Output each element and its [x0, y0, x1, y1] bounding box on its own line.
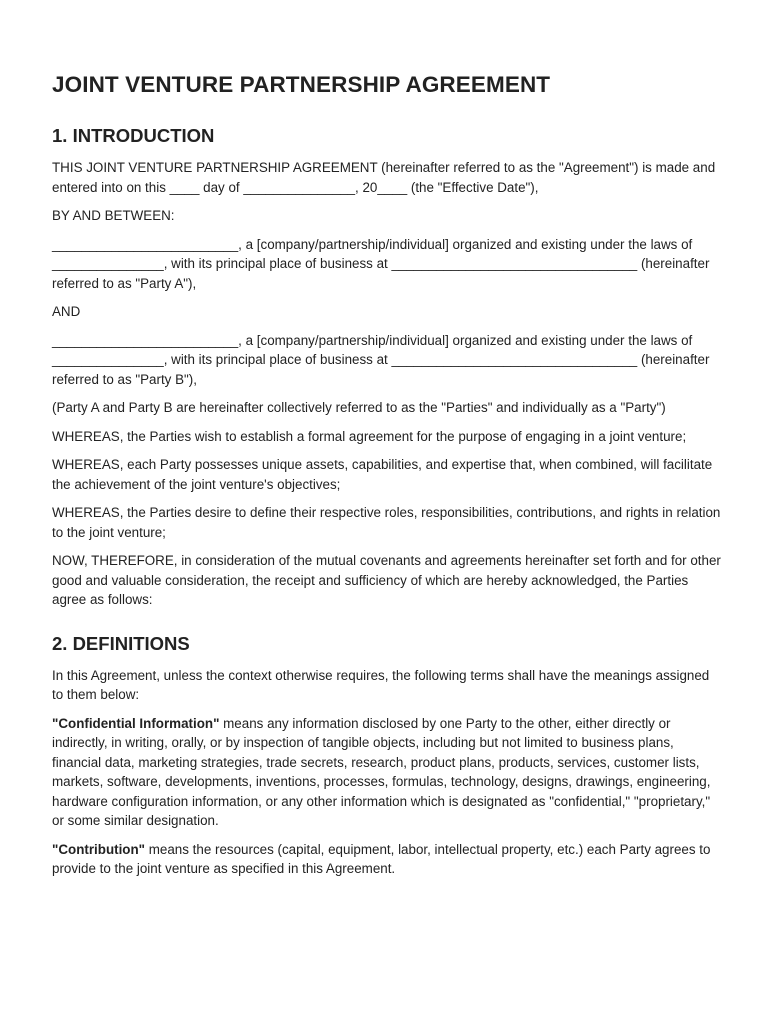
definition-text: means any information disclosed by one Party to the other, either directly or indirectly, in writing, orally, or by inspection of tangible objects, including but not limited to business plans, financial data, marketing strategies, trade secrets, research, product plans, products, services, customer lists, markets, software, developments, inventions, processes, formulas, technology, designs, drawings, engineering, hardware configuration information, or any other information which is designated as "confidential," "proprietary," or some similar designation. [52, 715, 711, 828]
definition-confidential-information [52, 714, 722, 831]
section-heading-introduction: 1. INTRODUCTION [52, 125, 215, 146]
definition-text: means the resources (capital, equipment, labor, intellectual property, etc.) each Party agrees to provide to the joint venture as specified in this Agreement. [52, 841, 711, 876]
definition-term: "Contribution" [52, 841, 146, 857]
intro-paragraph: THIS JOINT VENTURE PARTNERSHIP AGREEMENT (hereinafter referred to as the "Agreement") is made and entered into on this ____ day of _______________, 20____ (the "Effective Date"), [52, 160, 716, 195]
by-and-between: BY AND BETWEEN: [52, 208, 175, 223]
parties-paragraph: (Party A and Party B are hereinafter collectively referred to as the "Parties" and individually as a "Party") [52, 400, 666, 415]
now-therefore-paragraph: NOW, THEREFORE, in consideration of the mutual covenants and agreements hereinafter set forth and for other good and valuable consideration, the receipt and sufficiency of which are hereby acknowledged, the Parties agree as follows: [52, 553, 721, 607]
party-b-paragraph: _________________________, a [company/partnership/individual] organized and existing under the laws of _______________, with its principal place of business at _________________________________ (hereinafter referred to as "Party B"), [52, 332, 710, 387]
whereas-paragraph-3: WHEREAS, the Parties desire to define their respective roles, responsibilities, contributions, and rights in relation to the joint venture; [52, 505, 721, 540]
document-title: JOINT VENTURE PARTNERSHIP AGREEMENT [52, 72, 551, 97]
whereas-paragraph-2: WHEREAS, each Party possesses unique assets, capabilities, and expertise that, when combined, will facilitate the achievement of the joint venture's objectives; [52, 457, 713, 492]
and-label: AND [52, 304, 81, 319]
definition-term: "Confidential Information" [52, 715, 220, 731]
definitions-intro: In this Agreement, unless the context otherwise requires, the following terms shall have the meanings assigned to them below: [52, 667, 710, 702]
party-a-paragraph: _________________________, a [company/partnership/individual] organized and existing under the laws of _______________, with its principal place of business at _________________________________ (hereinafter referred to as "Party A"), [52, 236, 710, 291]
definition-contribution [52, 840, 722, 879]
whereas-paragraph-1: WHEREAS, the Parties wish to establish a formal agreement for the purpose of engaging in a joint venture; [52, 428, 687, 444]
document-body [52, 70, 722, 879]
section-heading-definitions: 2. DEFINITIONS [52, 632, 190, 654]
